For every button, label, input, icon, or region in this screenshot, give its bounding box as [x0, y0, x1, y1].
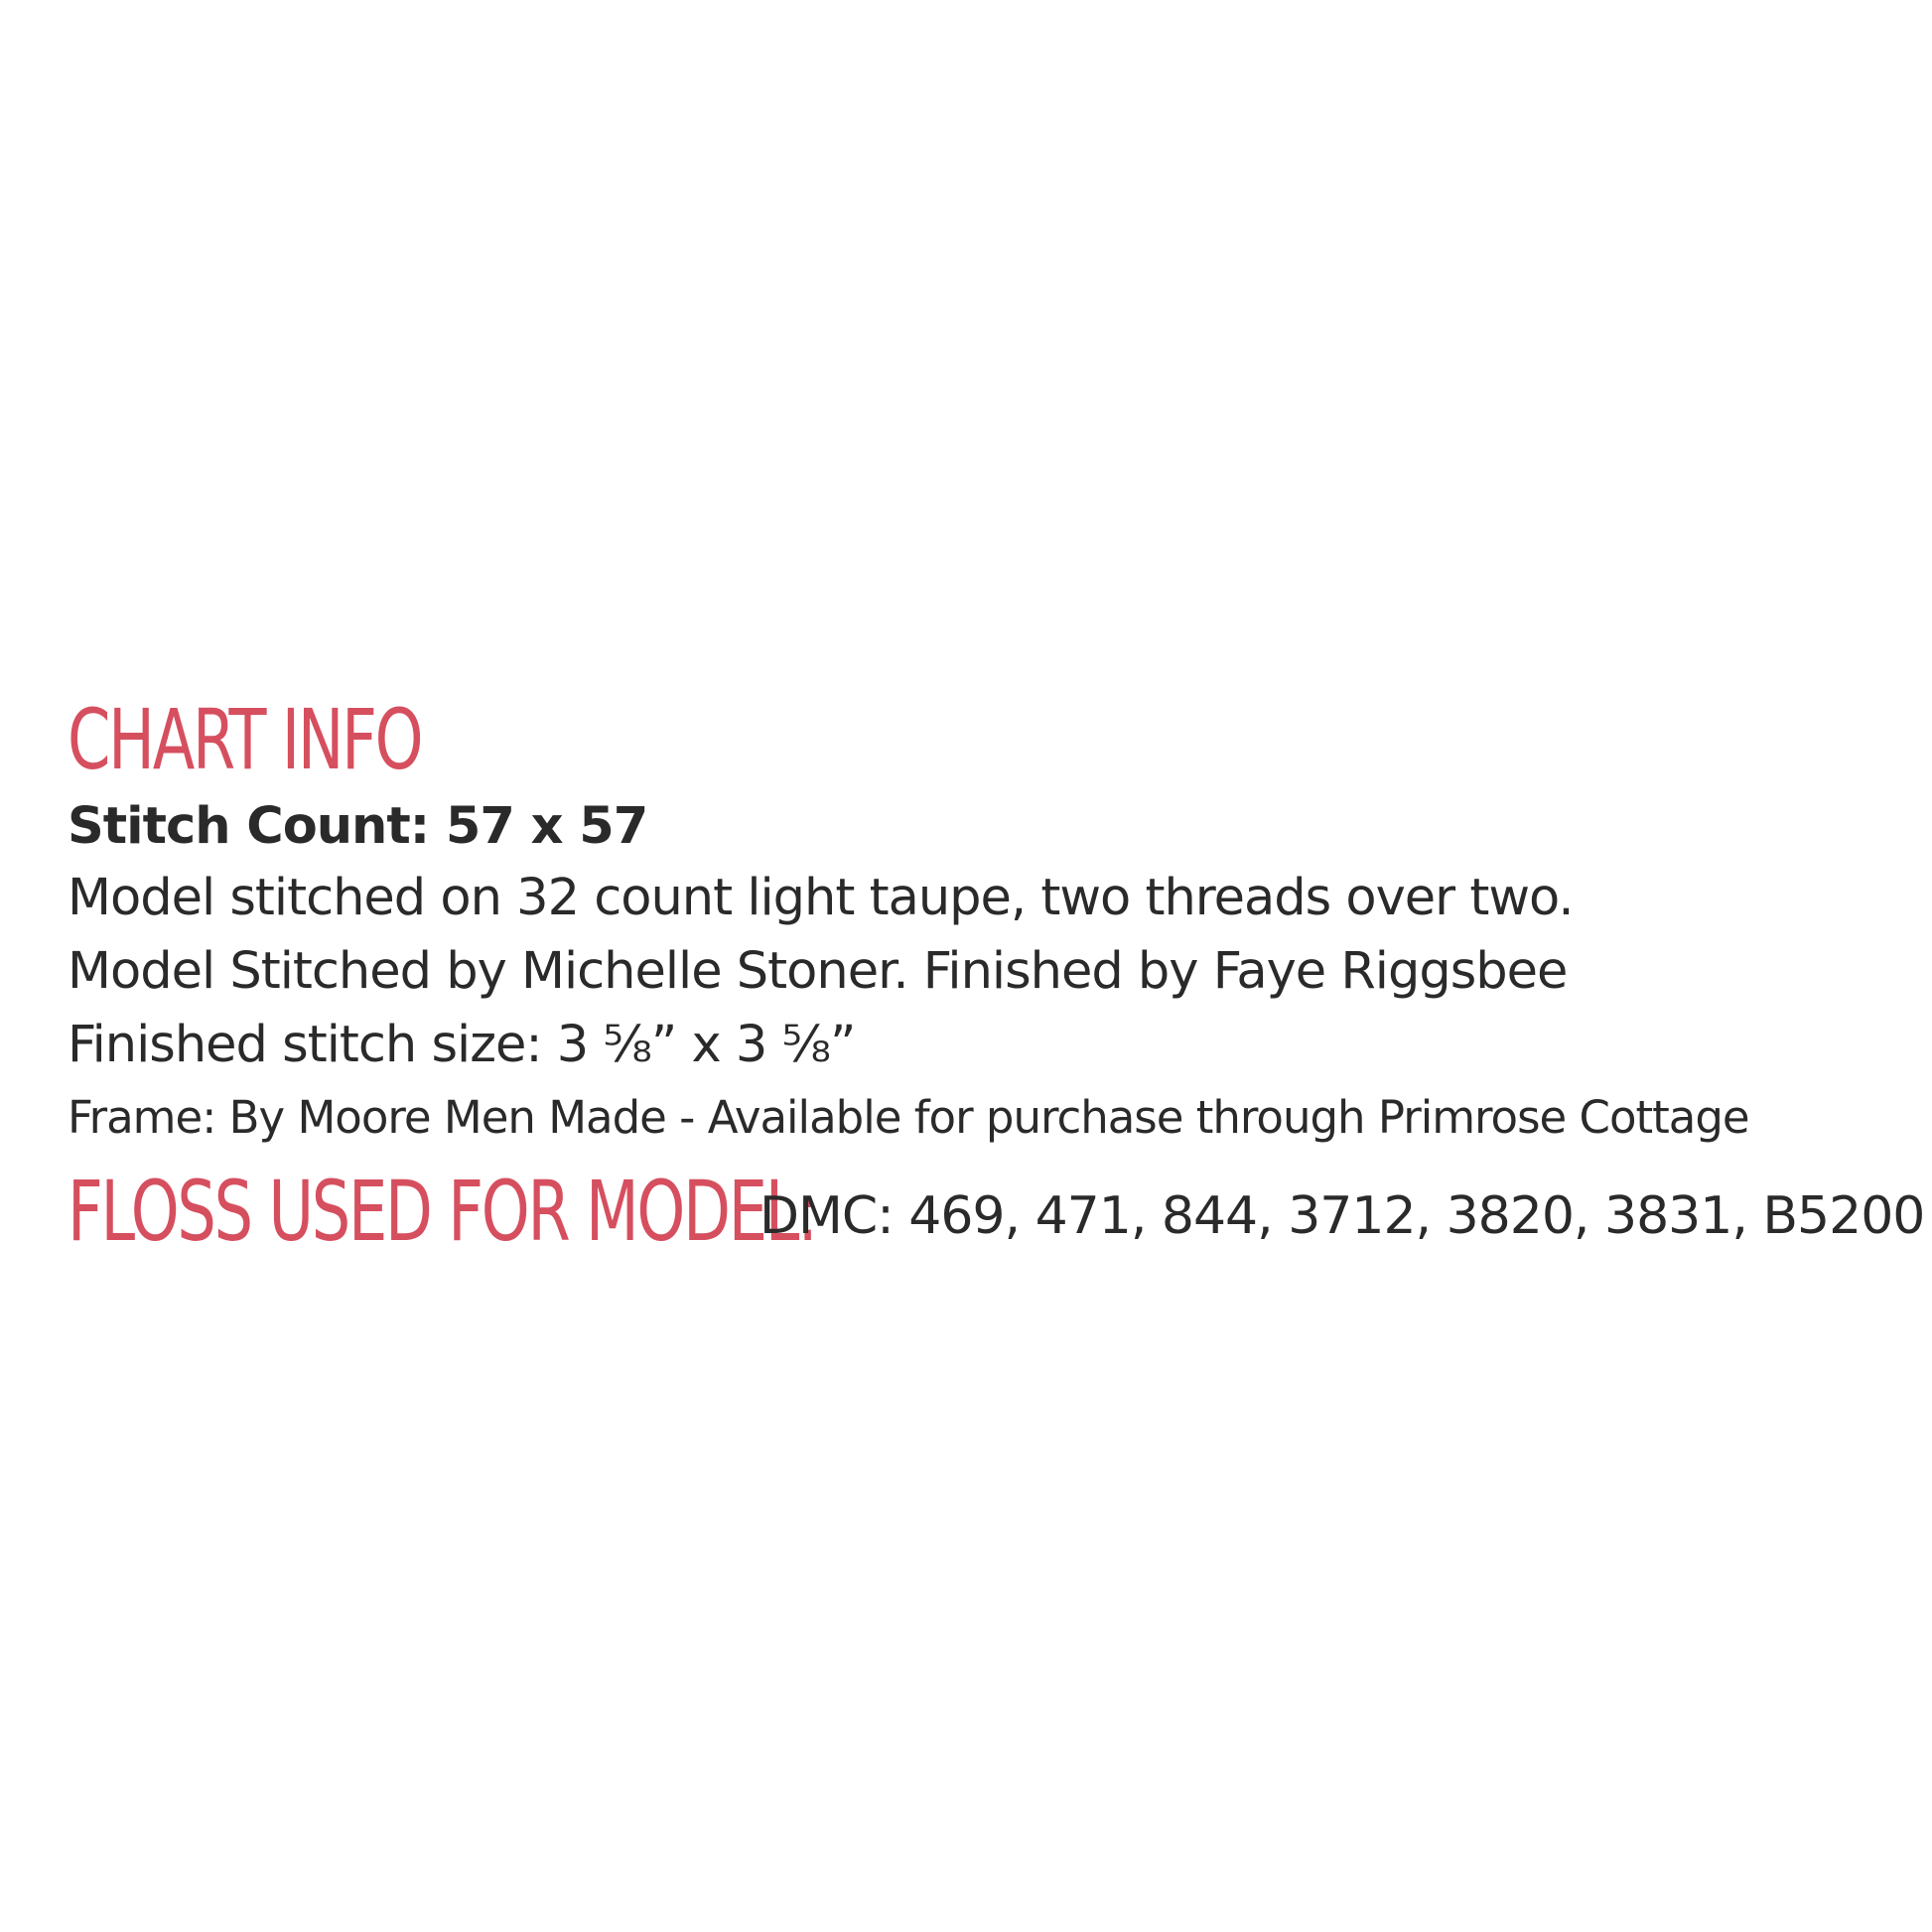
- frame-text: Frame: By Moore Men Made - Available for purchase through Primrose Cottage: [68, 1091, 1749, 1144]
- finished-size-text: Finished stitch size: 3 ⅝” x 3 ⅝”: [68, 1016, 856, 1074]
- model-fabric-text: Model stitched on 32 count light taupe, two threads over two.: [68, 869, 1574, 927]
- floss-values: DMC: 469, 471, 844, 3712, 3820, 3831, B5200: [759, 1186, 1925, 1246]
- floss-row: [68, 1162, 1925, 1261]
- chart-info-section: [68, 685, 1925, 1261]
- model-credits-text: Model Stitched by Michelle Stoner. Finished by Faye Riggsbee: [68, 942, 1568, 1001]
- stitch-count: Stitch Count: 57 x 57: [68, 797, 648, 856]
- floss-heading: FLOSS USED FOR MODEL:: [68, 1163, 816, 1260]
- chart-info-heading: CHART INFO: [68, 691, 422, 788]
